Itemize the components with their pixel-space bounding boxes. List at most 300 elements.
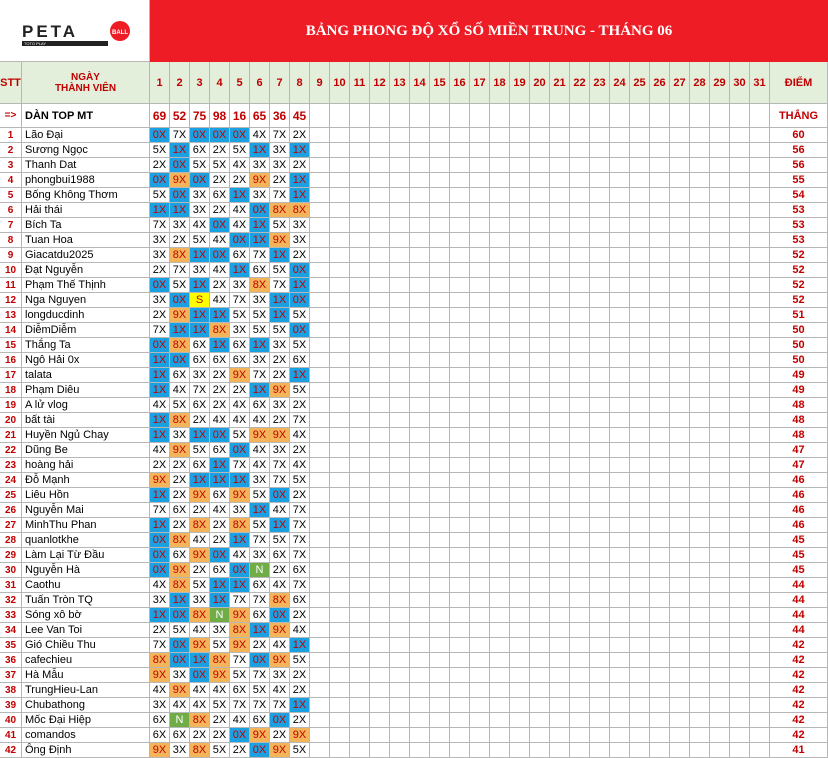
row-points: 48 (770, 428, 828, 443)
score-cell (470, 698, 490, 713)
score-cell (510, 248, 530, 263)
score-cell (610, 608, 630, 623)
score-cell (710, 143, 730, 158)
score-cell (530, 668, 550, 683)
score-cell: 5X (290, 338, 310, 353)
score-cell (350, 158, 370, 173)
row-points: 49 (770, 383, 828, 398)
score-cell: 0X (190, 668, 210, 683)
score-cell (510, 398, 530, 413)
score-cell (370, 638, 390, 653)
score-cell (490, 488, 510, 503)
row-stt: 22 (0, 443, 22, 458)
score-cell: 4X (210, 263, 230, 278)
score-cell: 1X (210, 578, 230, 593)
score-cell: 4X (230, 158, 250, 173)
score-cell (590, 128, 610, 143)
score-cell (430, 653, 450, 668)
score-cell (330, 608, 350, 623)
score-cell: 1X (150, 383, 170, 398)
row-stt: 23 (0, 458, 22, 473)
score-cell (650, 473, 670, 488)
top-row-value: 52 (170, 104, 190, 128)
score-cell (430, 548, 450, 563)
score-cell (410, 428, 430, 443)
score-cell: 5X (250, 518, 270, 533)
score-cell: 1X (210, 473, 230, 488)
score-cell (370, 188, 390, 203)
score-cell: 2X (210, 518, 230, 533)
member-name: Hải thái (22, 203, 150, 218)
score-cell: 1X (290, 368, 310, 383)
score-cell (690, 248, 710, 263)
score-cell (730, 428, 750, 443)
score-cell: 8X (250, 278, 270, 293)
score-cell (510, 143, 530, 158)
score-cell: 0X (270, 488, 290, 503)
score-cell (610, 593, 630, 608)
score-cell (430, 158, 450, 173)
score-cell (410, 503, 430, 518)
score-cell (710, 218, 730, 233)
score-cell (410, 473, 430, 488)
score-cell (630, 353, 650, 368)
score-cell (470, 233, 490, 248)
member-name: quanlotkhe (22, 533, 150, 548)
row-stt: 13 (0, 308, 22, 323)
score-cell: 6X (170, 728, 190, 743)
score-cell (370, 428, 390, 443)
score-cell: 3X (170, 668, 190, 683)
score-cell (330, 698, 350, 713)
score-cell (730, 143, 750, 158)
score-cell: 2X (230, 383, 250, 398)
score-cell (330, 398, 350, 413)
score-cell (510, 323, 530, 338)
score-cell (650, 428, 670, 443)
score-cell (410, 278, 430, 293)
score-cell: 3X (190, 368, 210, 383)
score-cell (550, 713, 570, 728)
score-cell (450, 488, 470, 503)
score-cell: 5X (270, 323, 290, 338)
score-cell: 6X (230, 248, 250, 263)
score-cell (350, 383, 370, 398)
score-cell: 4X (230, 203, 250, 218)
score-cell: 4X (210, 683, 230, 698)
score-cell (570, 248, 590, 263)
score-cell (550, 278, 570, 293)
score-cell: 7X (290, 548, 310, 563)
score-cell: 1X (190, 428, 210, 443)
score-cell (550, 263, 570, 278)
score-cell (430, 293, 450, 308)
score-cell (490, 278, 510, 293)
score-cell (530, 473, 550, 488)
score-cell (390, 143, 410, 158)
score-cell (450, 458, 470, 473)
score-cell (730, 728, 750, 743)
score-cell (330, 638, 350, 653)
score-cell: 5X (210, 743, 230, 758)
score-cell (750, 398, 770, 413)
score-cell (350, 578, 370, 593)
score-cell (470, 158, 490, 173)
score-cell (530, 518, 550, 533)
row-stt: 14 (0, 323, 22, 338)
row-points: 52 (770, 293, 828, 308)
score-cell: 2X (290, 668, 310, 683)
score-cell (570, 698, 590, 713)
score-cell: 1X (150, 353, 170, 368)
score-cell: 8X (150, 653, 170, 668)
score-cell (510, 743, 530, 758)
score-cell (570, 188, 590, 203)
score-cell: 9X (270, 743, 290, 758)
score-cell: 5X (230, 308, 250, 323)
score-cell (670, 458, 690, 473)
score-cell (310, 368, 330, 383)
score-cell (730, 323, 750, 338)
score-cell (390, 248, 410, 263)
score-cell: 0X (210, 548, 230, 563)
score-cell (490, 668, 510, 683)
score-cell: 1X (290, 698, 310, 713)
score-cell (610, 533, 630, 548)
score-cell (510, 353, 530, 368)
score-cell: 4X (170, 383, 190, 398)
row-points: 42 (770, 668, 828, 683)
top-row-value (550, 104, 570, 128)
score-cell (650, 728, 670, 743)
score-cell (530, 428, 550, 443)
score-cell (330, 233, 350, 248)
score-cell (650, 203, 670, 218)
score-cell (690, 443, 710, 458)
score-cell (490, 398, 510, 413)
score-cell (670, 713, 690, 728)
top-row-value (390, 104, 410, 128)
score-cell (430, 398, 450, 413)
score-cell: 2X (210, 173, 230, 188)
score-cell: 6X (170, 368, 190, 383)
row-stt: 6 (0, 203, 22, 218)
score-cell (750, 323, 770, 338)
score-cell (570, 158, 590, 173)
member-name: Gió Chiều Thu (22, 638, 150, 653)
row-points: 53 (770, 218, 828, 233)
score-cell (630, 728, 650, 743)
row-stt: 33 (0, 608, 22, 623)
score-cell: 9X (270, 233, 290, 248)
score-cell: 2X (290, 713, 310, 728)
score-cell (710, 323, 730, 338)
score-cell (610, 368, 630, 383)
score-cell (370, 383, 390, 398)
score-cell (650, 638, 670, 653)
score-cell: 0X (150, 338, 170, 353)
score-cell (530, 563, 550, 578)
score-cell (530, 488, 550, 503)
score-cell (470, 638, 490, 653)
score-cell: 0X (210, 428, 230, 443)
member-name: Lee Van Toi (22, 623, 150, 638)
score-cell (390, 308, 410, 323)
score-cell: 0X (230, 128, 250, 143)
score-cell (490, 203, 510, 218)
score-cell (430, 278, 450, 293)
score-cell (550, 428, 570, 443)
score-cell: 6X (290, 563, 310, 578)
score-cell (710, 548, 730, 563)
score-cell: 2X (270, 353, 290, 368)
score-cell (710, 503, 730, 518)
score-cell: 5X (170, 278, 190, 293)
score-cell (710, 413, 730, 428)
score-cell: 3X (270, 338, 290, 353)
score-cell (690, 188, 710, 203)
score-cell: 3X (170, 743, 190, 758)
score-cell: 3X (170, 428, 190, 443)
score-cell (610, 503, 630, 518)
score-cell (590, 293, 610, 308)
score-cell (730, 518, 750, 533)
score-cell (410, 158, 430, 173)
score-cell (630, 563, 650, 578)
score-cell: 8X (210, 653, 230, 668)
row-points: 47 (770, 458, 828, 473)
score-cell (750, 548, 770, 563)
score-cell (570, 683, 590, 698)
row-points: 48 (770, 413, 828, 428)
score-cell: 5X (230, 143, 250, 158)
score-cell: 9X (250, 428, 270, 443)
score-cell: 0X (270, 608, 290, 623)
score-cell (530, 128, 550, 143)
score-cell: 1X (250, 338, 270, 353)
score-cell (390, 263, 410, 278)
score-cell: 7X (230, 698, 250, 713)
score-cell: 3X (250, 473, 270, 488)
score-cell (590, 503, 610, 518)
score-cell (690, 698, 710, 713)
score-cell (390, 158, 410, 173)
score-cell (450, 473, 470, 488)
score-cell (310, 293, 330, 308)
score-cell (530, 458, 550, 473)
row-points: 53 (770, 203, 828, 218)
score-cell (470, 683, 490, 698)
score-cell (530, 323, 550, 338)
score-cell: 4X (190, 533, 210, 548)
score-cell (670, 593, 690, 608)
score-cell: 2X (270, 173, 290, 188)
score-cell (550, 173, 570, 188)
score-cell (690, 518, 710, 533)
score-cell (390, 683, 410, 698)
score-cell (690, 353, 710, 368)
score-cell (530, 263, 550, 278)
member-name: Tuấn Tròn TQ (22, 593, 150, 608)
score-cell (650, 128, 670, 143)
score-cell: 8X (270, 203, 290, 218)
score-cell (690, 398, 710, 413)
day-header-3: 3 (190, 62, 210, 104)
top-row-value (310, 104, 330, 128)
score-cell (450, 623, 470, 638)
score-cell: 1X (230, 263, 250, 278)
score-cell (630, 488, 650, 503)
score-cell (450, 173, 470, 188)
score-cell (610, 398, 630, 413)
score-cell (590, 473, 610, 488)
score-cell: N (170, 713, 190, 728)
score-cell: 1X (170, 323, 190, 338)
score-cell (670, 473, 690, 488)
score-cell (530, 383, 550, 398)
score-cell (390, 293, 410, 308)
score-cell (510, 608, 530, 623)
score-cell (450, 428, 470, 443)
top-row-value (670, 104, 690, 128)
score-cell (370, 323, 390, 338)
score-cell (490, 533, 510, 548)
score-cell (310, 173, 330, 188)
score-cell (550, 368, 570, 383)
score-cell (690, 218, 710, 233)
score-cell (350, 308, 370, 323)
score-cell: 5X (190, 158, 210, 173)
score-cell (330, 263, 350, 278)
score-cell: 3X (270, 158, 290, 173)
score-cell (530, 713, 550, 728)
score-cell: 5X (170, 398, 190, 413)
row-stt: 9 (0, 248, 22, 263)
score-cell (390, 323, 410, 338)
score-cell (430, 473, 450, 488)
score-cell: 9X (170, 173, 190, 188)
score-cell: 4X (270, 503, 290, 518)
score-cell (530, 353, 550, 368)
score-cell: 9X (250, 728, 270, 743)
score-cell (490, 713, 510, 728)
row-points: 44 (770, 623, 828, 638)
score-cell (610, 473, 630, 488)
score-cell (690, 203, 710, 218)
score-cell (610, 563, 630, 578)
score-cell (630, 608, 650, 623)
score-cell: 0X (170, 188, 190, 203)
score-cell (370, 728, 390, 743)
score-cell (330, 218, 350, 233)
score-cell (450, 233, 470, 248)
score-cell: 9X (270, 623, 290, 638)
score-cell (490, 383, 510, 398)
score-cell (370, 368, 390, 383)
score-cell (710, 428, 730, 443)
score-cell (410, 548, 430, 563)
score-cell (370, 518, 390, 533)
score-cell: 4X (190, 218, 210, 233)
score-cell (390, 278, 410, 293)
score-cell (470, 248, 490, 263)
score-cell (410, 248, 430, 263)
score-cell: 6X (230, 683, 250, 698)
day-header-19: 19 (510, 62, 530, 104)
score-cell (510, 338, 530, 353)
score-cell (530, 308, 550, 323)
row-stt: 1 (0, 128, 22, 143)
score-cell (390, 668, 410, 683)
member-name: hoàng hải (22, 458, 150, 473)
score-cell (610, 698, 630, 713)
top-row-value (330, 104, 350, 128)
score-cell (330, 143, 350, 158)
row-stt: 32 (0, 593, 22, 608)
score-cell: 9X (230, 608, 250, 623)
score-cell: 7X (250, 698, 270, 713)
score-cell (490, 503, 510, 518)
score-cell (730, 503, 750, 518)
score-cell (630, 698, 650, 713)
page-title: BẢNG PHONG ĐỘ XỔ SỐ MIỀN TRUNG - THÁNG 06 (150, 0, 828, 62)
score-cell (530, 233, 550, 248)
score-cell (510, 473, 530, 488)
score-cell (410, 728, 430, 743)
score-cell (610, 263, 630, 278)
row-stt: 12 (0, 293, 22, 308)
score-cell (410, 308, 430, 323)
score-cell (610, 518, 630, 533)
score-cell: 7X (250, 593, 270, 608)
member-name: cafechieu (22, 653, 150, 668)
score-cell (370, 338, 390, 353)
row-points: 42 (770, 653, 828, 668)
score-cell (430, 218, 450, 233)
score-cell (630, 143, 650, 158)
score-cell (570, 488, 590, 503)
score-cell: 7X (270, 128, 290, 143)
row-points: 46 (770, 488, 828, 503)
day-header-9: 9 (310, 62, 330, 104)
score-cell (730, 623, 750, 638)
score-cell (530, 533, 550, 548)
top-row-value (370, 104, 390, 128)
score-cell (550, 188, 570, 203)
score-cell (670, 158, 690, 173)
score-cell (310, 713, 330, 728)
score-cell (510, 458, 530, 473)
score-cell: 8X (170, 533, 190, 548)
score-cell (730, 128, 750, 143)
score-cell: 8X (290, 203, 310, 218)
score-cell (570, 383, 590, 398)
score-cell: 2X (290, 128, 310, 143)
score-cell (310, 743, 330, 758)
score-cell (670, 728, 690, 743)
score-cell (550, 683, 570, 698)
score-cell: 8X (170, 413, 190, 428)
score-cell (690, 173, 710, 188)
score-cell (450, 443, 470, 458)
score-cell (310, 218, 330, 233)
score-cell (650, 278, 670, 293)
score-cell (430, 413, 450, 428)
score-cell: 8X (190, 518, 210, 533)
score-cell (710, 368, 730, 383)
score-cell (630, 743, 650, 758)
score-cell (710, 533, 730, 548)
